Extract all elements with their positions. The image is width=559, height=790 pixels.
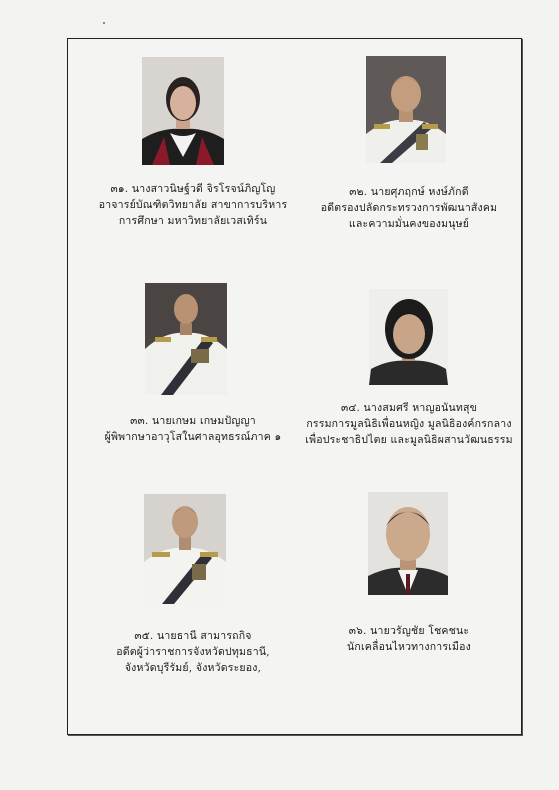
caption-31	[78, 181, 308, 229]
portrait-photo-31	[142, 57, 224, 165]
caption-line: ๓๑. นางสาวนิษฐ์วดี จิรโรจน์ภิญโญ	[110, 183, 276, 195]
caption-line: ผู้พิพากษาอาวุโสในศาลอุทธรณ์ภาค ๑	[104, 431, 282, 443]
caption-line: ๓๕. นายธานี สามารถกิจ	[134, 630, 252, 642]
caption-line: อดีตรองปลัดกระทรวงการพัฒนาสังคม	[320, 202, 498, 214]
scan-speck	[103, 22, 105, 24]
caption-36	[294, 623, 524, 655]
caption-35	[78, 628, 308, 676]
caption-line: นักเคลื่อนไหวทางการเมือง	[347, 641, 471, 653]
caption-line: ๓๒. นายศุภฤกษ์ หงษ์ภักดี	[349, 186, 469, 198]
portrait-photo-34	[369, 289, 448, 385]
caption-line: การศึกษา มหาวิทยาลัยเวสเทิร์น	[118, 215, 268, 227]
caption-34	[294, 400, 524, 448]
caption-line: จังหวัดบุรีรัมย์, จังหวัดระยอง,	[124, 662, 262, 674]
caption-line: กรรมการมูลนิธิเพื่อนหญิง มูลนิธิองค์กรกลาง	[306, 418, 512, 430]
caption-line: อดีตผู้ว่าราชการจังหวัดปทุมธานี,	[116, 646, 270, 658]
caption-line: อาจารย์บัณฑิตวิทยาลัย สาขาการบริหาร	[98, 199, 288, 211]
caption-line: เพื่อประชาธิปไตย และมูลนิธิผสานวัฒนธรรม	[305, 434, 513, 446]
portrait-photo-35	[144, 494, 226, 604]
caption-line: ๓๓. นายเกษม เกษมปัญญา	[130, 415, 256, 427]
portrait-photo-36	[368, 492, 448, 595]
caption-line: ๓๖. นายวรัญชัย โชคชนะ	[348, 625, 470, 637]
caption-32	[294, 184, 524, 232]
caption-line: และความมั่นคงของมนุษย์	[348, 218, 470, 230]
caption-33	[78, 413, 308, 445]
caption-line: ๓๔. นางสมศรี หาญอนันทสุข	[340, 402, 478, 414]
portrait-photo-33	[145, 283, 227, 395]
portrait-photo-32	[366, 56, 446, 163]
